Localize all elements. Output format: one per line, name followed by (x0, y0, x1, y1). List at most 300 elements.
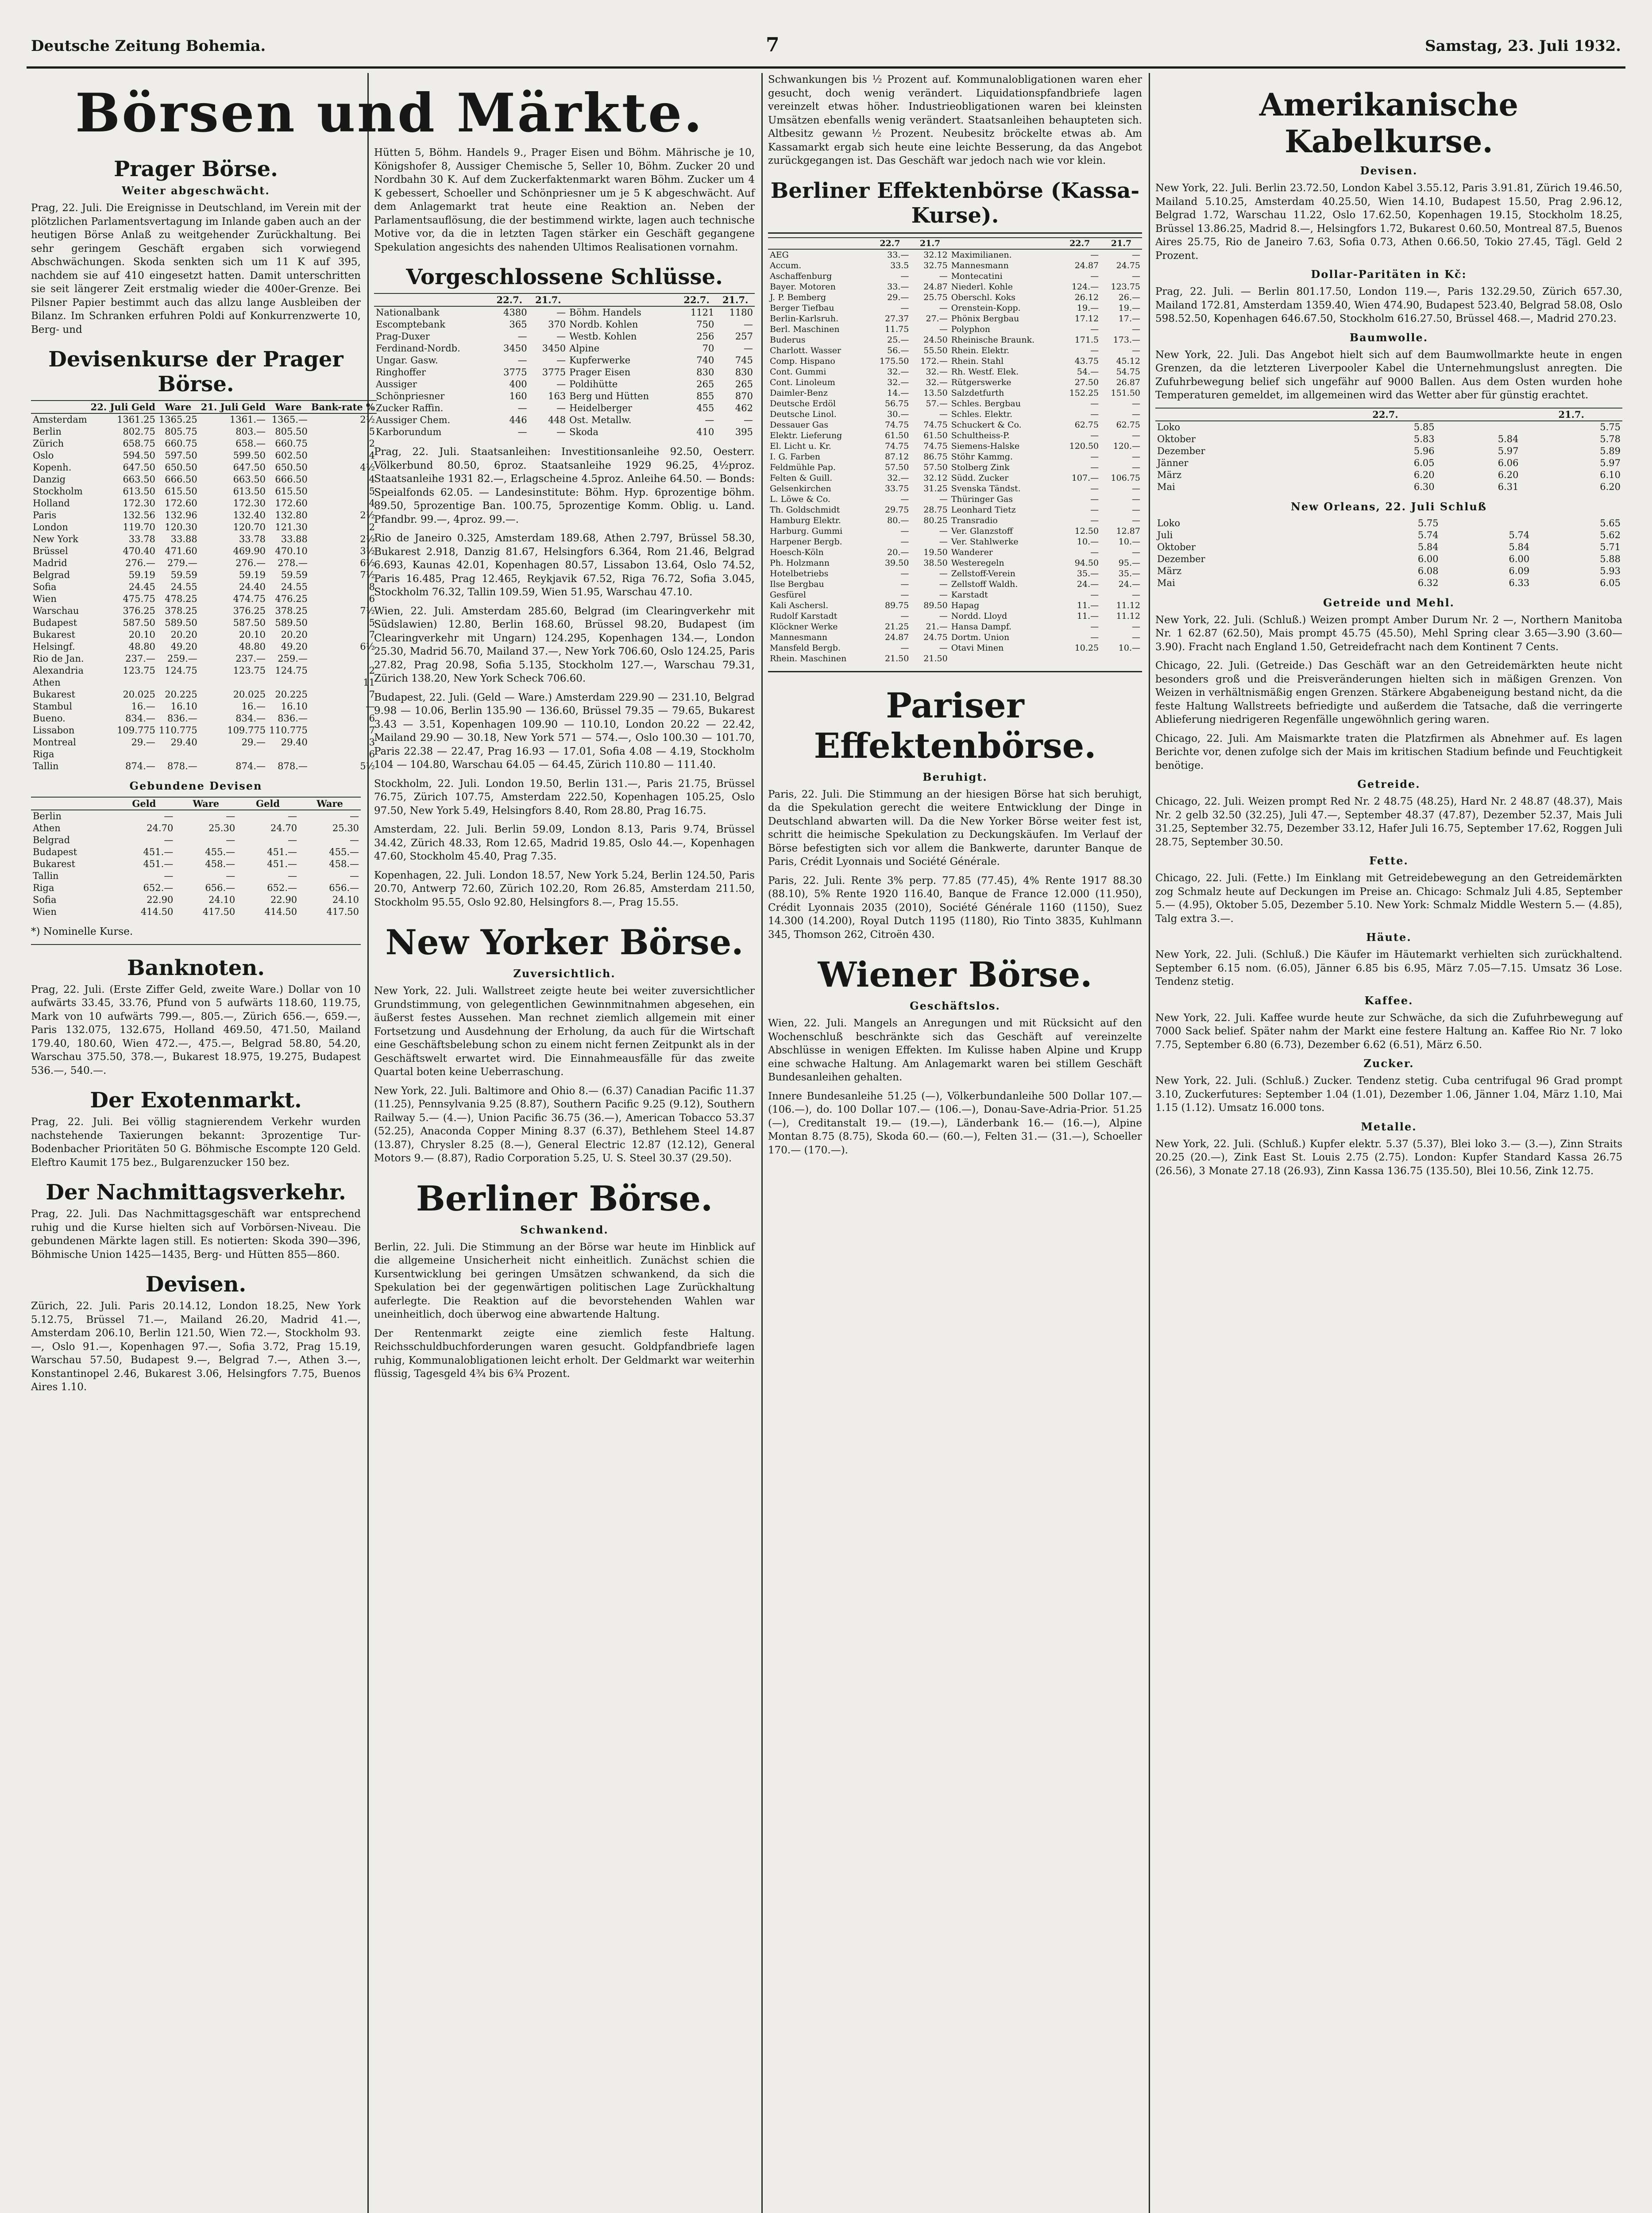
kopenhagen-devisen-text: Kopenhagen, 22. Juli. London 18.57, New York 5.24, Berlin 124.50, Paris 20.70, Antwerp 72.60, Zürich 102.20, Rom 26.85, Amsterdam 211.50, Stockholm 95.55, Oslo 92.80, Helsingfors 8.—, Prag 15.55. (374, 869, 755, 908)
table-cell: 20.20 (170, 629, 197, 640)
table-cell: 24.40 (239, 582, 266, 592)
table-row (31, 858, 361, 870)
table-row (768, 536, 1142, 547)
table-cell: 830 (696, 367, 714, 378)
table-cell: 8 (369, 582, 375, 592)
table-row (768, 420, 1142, 430)
wiener-boerse-text: Wien, 22. Juli. Mangels an Anregungen und mit Rücksicht auf den Wochenschluß beschränkte sich das Geschäft auf vereinzelte Abschlüsse in wenigen Effekten. Im Kulisse haben Alpine und Krupp eine schwache Haltung. Am Anlagemarkt waren bei stillem Geschäft Bundesanleihen gehalten. (768, 1018, 1142, 1083)
table-row (768, 494, 1142, 505)
table-cell: 5.78 (1600, 433, 1621, 444)
table-cell: 33.88 (170, 534, 197, 544)
table-cell: 20.10 (128, 629, 155, 640)
table-cell: 658.75 (123, 438, 155, 449)
table-cell: — (517, 403, 527, 413)
table-cell: 470.40 (123, 546, 155, 556)
table-cell: Skoda (569, 427, 598, 437)
table-cell: 3775 (542, 367, 566, 378)
devisen2-text: Rio de Janeiro 0.325, Amsterdam 189.68, Athen 2.797, Brüssel 58.30, Bukarest 2.918, Danzig 81.67, Helsingfors 6.364, Rom 21.46, Belgrad 6.693, Kaunas 42.01, Kopenhagen 80.57, Lissabon 13.64, Oslo 74.52, Paris 16.485, Prag 12.465, Reykjavik 67.52, Riga 76.72, Sofia 3.045, Stockholm 76.32, Tallin 109.59, Wien 51.95, Warschau 47.10. (374, 532, 755, 598)
devisenkurse-table (31, 400, 377, 772)
table-row (374, 306, 755, 319)
table-cell: 49.20 (170, 641, 197, 652)
table-cell: — (900, 643, 909, 653)
table-cell: — (1132, 494, 1140, 504)
table-cell: — (350, 835, 359, 845)
table-cell: 6.09 (1509, 565, 1530, 576)
table-cell: 33.78 (128, 534, 155, 544)
gebundene-devisen-caption: Gebundene Devisen (129, 779, 262, 792)
table-cell: 1180 (729, 307, 753, 318)
table-row (1155, 433, 1622, 445)
table-cell: 59.19 (128, 570, 155, 580)
table-cell: 109.775 (117, 725, 155, 736)
table-cell: 237.— (235, 653, 266, 664)
table-row (31, 701, 377, 713)
table-header-cell: 21.7. (529, 293, 568, 306)
table-cell: Belgrad (33, 570, 70, 580)
fette-subheading: Fette. (1369, 854, 1409, 867)
table-cell: Athen (33, 823, 61, 833)
table-cell (199, 748, 267, 760)
table-cell: 57.50 (884, 462, 909, 472)
table-cell: 1361.— (229, 414, 266, 425)
table-cell: 615.50 (275, 486, 308, 497)
table-row (31, 906, 361, 918)
table-row (31, 870, 361, 882)
table-cell: — (226, 835, 235, 845)
table-cell: 86.75 (923, 451, 948, 462)
table-cell: — (1090, 494, 1099, 504)
table-cell: 21.50 (884, 653, 909, 663)
table-cell: Bukarest (33, 859, 75, 869)
effektenboerse-heading: Berliner Effektenbörse (Kassa-Kurse). (770, 178, 1140, 228)
nachmittagsverkehr-text: Prag, 22. Juli. Das Nachmittagsgeschäft war entsprechend ruhig und die Kurse hielten sich auf Vorbörsen-Niveau. Die gebundenen Märkte lagen still. Es notierten: Skoda 390—396, Böhmische Union 1425—1435, Berg- und Hütten 855—860. (31, 1208, 361, 1261)
getreide-mehl-subheading: Getreide und Mehl. (1323, 596, 1455, 609)
table-cell: 5½ (360, 761, 375, 771)
kaffee-subheading: Kaffee. (1364, 994, 1413, 1007)
table-row (768, 611, 1142, 621)
table-row (768, 398, 1142, 409)
table-cell: 24.55 (170, 582, 197, 592)
table-cell: 3775 (503, 367, 527, 378)
table-cell: 106.75 (1111, 473, 1140, 483)
table-cell: 32.— (887, 366, 909, 377)
table-cell: 12.50 (1074, 526, 1099, 536)
table-header-cell (950, 238, 1059, 249)
table-cell: 740 (696, 355, 714, 366)
table-cell: — (1090, 515, 1099, 525)
table-row (31, 736, 377, 748)
table-cell: 6.06 (1498, 457, 1519, 468)
table-row (768, 409, 1142, 420)
table-cell: Helsingf. (33, 641, 75, 652)
table-cell: 5.83 (1413, 433, 1435, 444)
table-cell: — (164, 871, 174, 881)
dollar-paritaeten-text: Prag, 22. Juli. — Berlin 801.17.50, London 119.—, Paris 132.29.50, Zürich 657.30, Mailand 172.81, Amsterdam 1359.40, Wien 474.90, Budapest 523.40, Belgrad 58.08, Oslo 598.52.50, Kopenhagen 646.67.50, Stockholm 616.27.50, Brüssel 468.—, Madrid 270.23. (1155, 286, 1622, 324)
table-cell: 6.20 (1498, 469, 1519, 480)
table-cell: 124.75 (275, 665, 308, 676)
table-cell: — (1132, 398, 1140, 409)
pariser-boerse-heading: Pariser Effektenbörse. (814, 685, 1096, 766)
table-cell: 24.— (1077, 579, 1099, 589)
table-row (1155, 445, 1622, 457)
table-row (374, 390, 755, 402)
table-row (768, 643, 1142, 653)
table-cell: 33.5 (890, 260, 909, 270)
table-row (1155, 481, 1622, 493)
table-cell: 6.00 (1509, 553, 1530, 564)
table-cell: Ungar. Gasw. (376, 355, 438, 366)
table-row (768, 260, 1142, 271)
table-header-cell (374, 293, 490, 306)
table-cell: Schles. Bergbau (951, 398, 1021, 409)
table-cell: — (1132, 430, 1140, 440)
table-cell: Ph. Holzmann (770, 558, 830, 568)
column-3 (768, 73, 1142, 2213)
table-cell: — (939, 324, 948, 334)
stockholm-devisen-text: Stockholm, 22. Juli. London 19.50, Berlin 131.—, Paris 21.75, Brüssel 76.75, Zürich 107.75, Amsterdam 222.50, Kopenhagen 105.25, Oslo 97.50, New York 5.49, Helsingfors 8.40, Rom 28.80, Prag 16.75. (374, 778, 755, 817)
table-cell: 5.75 (1600, 421, 1621, 432)
table-cell: 4 (369, 474, 375, 485)
table-cell: 24.87 (884, 632, 909, 642)
table-row (31, 665, 377, 677)
table-cell: 61.50 (923, 430, 948, 440)
table-cell: 602.50 (275, 450, 308, 461)
table-cell: Buderus (770, 335, 806, 345)
table-cell: Stockholm (33, 486, 83, 497)
table-row (768, 451, 1142, 462)
table-cell: Th. Goldschmidt (770, 505, 840, 515)
table-cell: 80.25 (923, 515, 948, 525)
column-divider (1149, 73, 1150, 2213)
table-cell: Hapag (951, 600, 980, 610)
table-cell: 32.— (887, 377, 909, 387)
table-cell: Nordd. Lloyd (951, 611, 1007, 621)
table-row (374, 402, 755, 414)
table-cell: 656.— (329, 883, 359, 893)
table-cell: Maximilianen. (951, 250, 1012, 260)
table-row (374, 414, 755, 426)
table-cell: Karstadt (951, 590, 988, 600)
table-cell: 74.75 (923, 420, 948, 430)
table-cell: 25.30 (208, 823, 235, 833)
table-cell: — (1090, 632, 1099, 642)
table-cell: 5.74 (1417, 529, 1439, 540)
table-cell: 22.90 (147, 894, 174, 905)
table-cell: — (556, 427, 566, 437)
table-cell: 27.— (926, 313, 948, 324)
table-cell: 650.50 (275, 462, 308, 473)
table-cell: Aussiger Chem. (376, 415, 451, 425)
table-cell: 376.25 (123, 605, 155, 616)
table-row (768, 579, 1142, 590)
table-row (31, 413, 377, 426)
table-cell (157, 748, 199, 760)
table-cell: Kali Aschersl. (770, 600, 829, 610)
table-cell: 24.75 (923, 632, 948, 642)
table-cell (1436, 421, 1521, 433)
table-cell: 29.40 (170, 737, 197, 748)
table-row (768, 430, 1142, 441)
table-cell: 836.— (278, 713, 308, 724)
table-row (768, 621, 1142, 632)
table-cell: 33.— (887, 250, 909, 260)
table-cell: Rhein. Stahl (951, 356, 1004, 366)
metalle-text: New York, 22. Juli. (Schluß.) Kupfer elektr. 5.37 (5.37), Blei loko 3.— (3.—), Zinn Straits 20.25 (20.—), Zink East St. Louis 2.75 (2.75). London: Kupfer Standard Kassa 26.75 (26.56), 3 Monate 27.18 (26.93), Zinn Kassa 136.75 (135.50), Blei 10.56, Zink 12.75. (1155, 1138, 1622, 1177)
table-cell: Salzdetfurth (951, 388, 1004, 398)
table-row (768, 600, 1142, 611)
table-cell: — (226, 871, 235, 881)
table-cell (89, 677, 157, 689)
table-cell: 19.— (1077, 303, 1099, 313)
table-cell: — (1090, 409, 1099, 419)
table-cell: — (1132, 250, 1140, 260)
table-cell: 10.— (1077, 536, 1099, 547)
table-cell: — (365, 701, 375, 712)
table-cell: — (939, 579, 948, 589)
table-cell: 666.50 (165, 474, 197, 485)
table-cell: 414.50 (140, 906, 174, 917)
prager-boerse-heading: Prager Börse. (114, 157, 278, 181)
table-header-cell: 21.7. (716, 293, 755, 306)
table-cell: 2½ (360, 510, 375, 520)
table-cell: Schönpriesner (376, 391, 445, 401)
table-cell: Brüssel (33, 546, 68, 556)
table-cell: Riga (33, 749, 54, 760)
table-cell: 6½ (360, 641, 375, 652)
page-header (31, 31, 1621, 62)
table-row (768, 345, 1142, 356)
table-cell: 48.80 (128, 641, 155, 652)
table-row (31, 533, 377, 545)
zucker-subheading: Zucker. (1363, 1057, 1414, 1070)
table-cell: 32.75 (923, 260, 948, 270)
table-cell: 12.87 (1116, 526, 1140, 536)
baumwolle-subheading: Baumwolle. (1349, 331, 1428, 344)
table-cell: — (939, 590, 948, 600)
table-cell: 587.50 (123, 617, 155, 628)
baumwolle-text: New York, 22. Juli. Das Angebot hielt sich auf dem Baumwollmarkte heute in engen Grenzen, da die letzteren Liverpooler Kabel die Unternehmungslust anregten. Die Zufuhrbewegung belief sich ungefähr auf 9000 Ballen. Aus dem Osten wurden hohe Temperaturen gemeldet, im allgemeinen wird das Wetter aber für günstig erachtet. (1155, 349, 1622, 401)
table-cell: Alexandria (33, 665, 84, 676)
table-cell: Rh. Westf. Elek. (951, 366, 1019, 377)
table-cell: 26.12 (1074, 292, 1099, 302)
table-cell: 56.— (887, 345, 909, 355)
table-header-cell: 22.7. (490, 293, 529, 306)
table-cell: 259.— (167, 653, 197, 664)
banknoten-text: Prag, 22. Juli. (Erste Ziffer Geld, zweite Ware.) Dollar von 10 aufwärts 33.45, 33.76, Pfund von 5 aufwärts 118.60, 119.75, Mark von 10 aufwärts 799.—, 805.—, Zürich 656.—, 659.—, Paris 132.075, 132.675, Holland 469.50, 471.50, Mailand 179.40, 180.60, Wien 472.—, 475.—, Belgrad 58.80, 54.20, Warschau 375.50, 378.—, Bukarest 18.975, 19.275, Budapest 536.—, 540.—. (31, 983, 361, 1076)
table-cell: 265 (696, 379, 714, 389)
table-cell: 19.50 (923, 547, 948, 557)
header-date: Samstag, 23. Juli 1932. (1425, 37, 1621, 55)
table-cell: — (1090, 324, 1099, 334)
table-cell: — (1132, 590, 1140, 600)
table-cell: — (556, 331, 566, 342)
table-cell: Budapest (33, 617, 77, 628)
table-cell: Zellstoff Waldh. (951, 579, 1018, 589)
table-cell: Harpener Bergb. (770, 536, 842, 547)
table-header-cell: Bank-rate % (309, 401, 377, 413)
table-cell: 24.70 (270, 823, 297, 833)
header-page-number: 7 (766, 34, 780, 56)
table-cell: Thüringer Gas (951, 494, 1013, 504)
table-cell: Hotelbetriebs (770, 568, 829, 578)
table-cell: 365 (509, 319, 527, 330)
table-cell: Holland (33, 498, 70, 509)
table-cell: 647.50 (123, 462, 155, 473)
table-cell: 94.50 (1074, 558, 1099, 568)
table-header-cell: Ware (267, 401, 309, 413)
table-cell: 1365.25 (158, 414, 197, 425)
table-cell: 257 (735, 331, 753, 342)
table-cell: 750 (696, 319, 714, 330)
table-cell: 4½ (360, 462, 375, 473)
table-row (768, 568, 1142, 579)
table-cell: Phönix Bergbau (951, 313, 1019, 324)
table-cell: Prager Eisen (569, 367, 631, 378)
table-cell: 14.— (887, 388, 909, 398)
table-cell: Ost. Metallw. (569, 415, 632, 425)
table-row (374, 366, 755, 378)
table-row (31, 689, 377, 701)
nachmittagsverkehr-heading: Der Nachmittagsverkehr. (46, 1180, 346, 1205)
table-cell: 20.20 (281, 629, 308, 640)
table-cell: 172.— (920, 356, 948, 366)
table-cell: 32.— (926, 377, 948, 387)
table-row (374, 355, 755, 366)
table-row (31, 641, 377, 653)
table-cell: 151.50 (1111, 388, 1140, 398)
table-cell: 6.32 (1417, 577, 1439, 588)
table-cell: — (1090, 505, 1099, 515)
table-cell: Gesfürel (770, 590, 806, 600)
table-cell: Tallin (33, 871, 59, 881)
table-cell: Böhm. Handels (569, 307, 641, 318)
prager-continued-text: Hütten 5, Böhm. Handels 9., Prager Eisen und Böhm. Mährische je 10, Königshofer 8, Aussiger Chemische 5, Seller 10, Böhm. Zucker 20 und Nordbahn 30 K. Auf dem Zuckerfaktenmarkt waren Böhm. Zucker um 4 K gebessert, Schoeller und Schönpriesner um je 5 K abgeschwächt. Auf dem Anlagemarkt trat heute eine Reaktion an. Neben der Parlamentsauflösung, die der bestimmend wirkte, lagen auch technische Motive vor, da die in letzten Tagen stärker ein Geschäft gegangene Spekulation angesichts des nahenden Ultimos Realisationen vornahm. (374, 147, 755, 253)
table-cell: Mai (1157, 481, 1175, 492)
table-cell: Zellstoff-Verein (951, 568, 1015, 578)
table-cell: Amsterdam (33, 414, 87, 425)
table-cell: 120.70 (233, 522, 266, 532)
table-cell: 29.— (131, 737, 155, 748)
table-row (31, 450, 377, 462)
exotenmarkt-heading: Der Exotenmarkt. (90, 1088, 302, 1113)
table-cell: — (1090, 590, 1099, 600)
table-cell: Bukarest (33, 689, 75, 700)
table-header-cell: Geld (237, 797, 299, 810)
table-cell: 24.70 (147, 823, 174, 833)
table-cell: 647.50 (233, 462, 266, 473)
table-row (768, 313, 1142, 324)
table-cell: Deutsche Linol. (770, 409, 837, 419)
table-cell: Stolberg Zink (951, 462, 1010, 472)
table-cell: 470.10 (275, 546, 308, 556)
table-cell: 5.88 (1600, 553, 1621, 564)
table-cell: Rhein. Elektr. (951, 345, 1010, 355)
table-cell: 462 (735, 403, 753, 413)
table-cell: Niederl. Kohle (951, 281, 1013, 292)
table-cell: Felten & Guill. (770, 473, 833, 483)
table-cell: 110.775 (269, 725, 308, 736)
table-cell: — (517, 427, 527, 437)
table-cell: Juli (1157, 529, 1173, 540)
table-cell: Berlin-Karlsruh. (770, 313, 839, 324)
table-row (768, 505, 1142, 515)
table-cell: 5.97 (1600, 457, 1621, 468)
table-cell: 6 (369, 749, 375, 760)
table-cell: 378.25 (165, 605, 197, 616)
table-cell: 24.10 (208, 894, 235, 905)
table-cell: 5.97 (1498, 445, 1519, 456)
table-header-cell: Ware (157, 401, 199, 413)
table-cell: 448 (548, 415, 566, 425)
table-cell: 3½ (360, 546, 375, 556)
table-cell: Accum. (770, 260, 802, 270)
table-cell: 10.— (1118, 536, 1140, 547)
table-cell: AEG (770, 250, 789, 260)
table-cell: — (900, 526, 909, 536)
table-cell: 121.30 (275, 522, 308, 532)
kabel-devisen-text: New York, 22. Juli. Berlin 23.72.50, London Kabel 3.55.12, Paris 3.91.81, Zürich 19.46.50, Mailand 5.10.25, Amsterdam 40.25.50, Wien 14.10, Budapest 15.50, Prag 2.96.12, Belgrad 1.72, Warschau 11.22, Oslo 17.62.50, Kopenhagen 19.15, Stockholm 18.25, Brüssel 13.86.25, Madrid 8.—, Helsingfors 1.72, Bukarest 0.60.50, Montreal 87.5, Buenos Aires 25.75, Rio de Janeiro 7.63, Sofia 0.73, Athen 0.66.50, Tokio 27.45, Tägl. Geld 2 Prozent. (1155, 182, 1622, 262)
banknoten-heading: Banknoten. (127, 955, 265, 980)
table-cell: 119.70 (123, 522, 155, 532)
effektenboerse-table (768, 237, 1142, 664)
table-cell: 471.60 (165, 546, 197, 556)
table-cell: — (1090, 345, 1099, 355)
table-cell: 16.10 (281, 701, 308, 712)
table-cell: 870 (735, 391, 753, 401)
table-cell: Mansfeld Bergb. (770, 643, 841, 653)
table-cell: Poldihütte (569, 379, 618, 389)
table-cell: 20.— (887, 547, 909, 557)
table-row (31, 882, 361, 894)
table-cell: 49.20 (281, 641, 308, 652)
table-row (1155, 457, 1622, 469)
table-cell: Oberschl. Koks (951, 292, 1015, 302)
table-cell: 1121 (690, 307, 714, 318)
table-row (768, 366, 1142, 377)
table-cell: Berl. Maschinen (770, 324, 840, 334)
table-cell: 259.— (278, 653, 308, 664)
table-cell: — (517, 355, 527, 366)
table-row (768, 653, 1142, 664)
table-cell: 20.025 (233, 689, 266, 700)
table-row (1155, 421, 1622, 433)
table-header-cell: 22. Juli Geld (89, 401, 157, 413)
table-cell: 805.75 (165, 426, 197, 437)
table-cell: Berg und Hütten (569, 391, 649, 401)
table-cell: — (1090, 547, 1099, 557)
table-cell: Sofia (33, 582, 57, 592)
table-cell: 6.20 (1413, 469, 1435, 480)
table-row (768, 441, 1142, 451)
table-cell: 417.50 (326, 906, 359, 917)
table-cell: 120.— (1113, 441, 1140, 451)
table-row (374, 343, 755, 355)
table-cell: Polyphon (951, 324, 991, 334)
table-cell: 6.08 (1417, 565, 1439, 576)
table-cell: — (939, 526, 948, 536)
table-cell (267, 677, 309, 689)
table-cell: — (1132, 324, 1140, 334)
table-cell: 475.75 (123, 594, 155, 604)
table-cell: 834.— (125, 713, 155, 724)
table-row (31, 713, 377, 725)
table-cell: 89.75 (884, 600, 909, 610)
table-cell: Bayer. Motoren (770, 281, 836, 292)
table-cell: 5 (369, 617, 375, 628)
main-title: Börsen und Märkte. (75, 82, 704, 144)
table-cell: — (939, 643, 948, 653)
table-cell: — (1090, 621, 1099, 632)
